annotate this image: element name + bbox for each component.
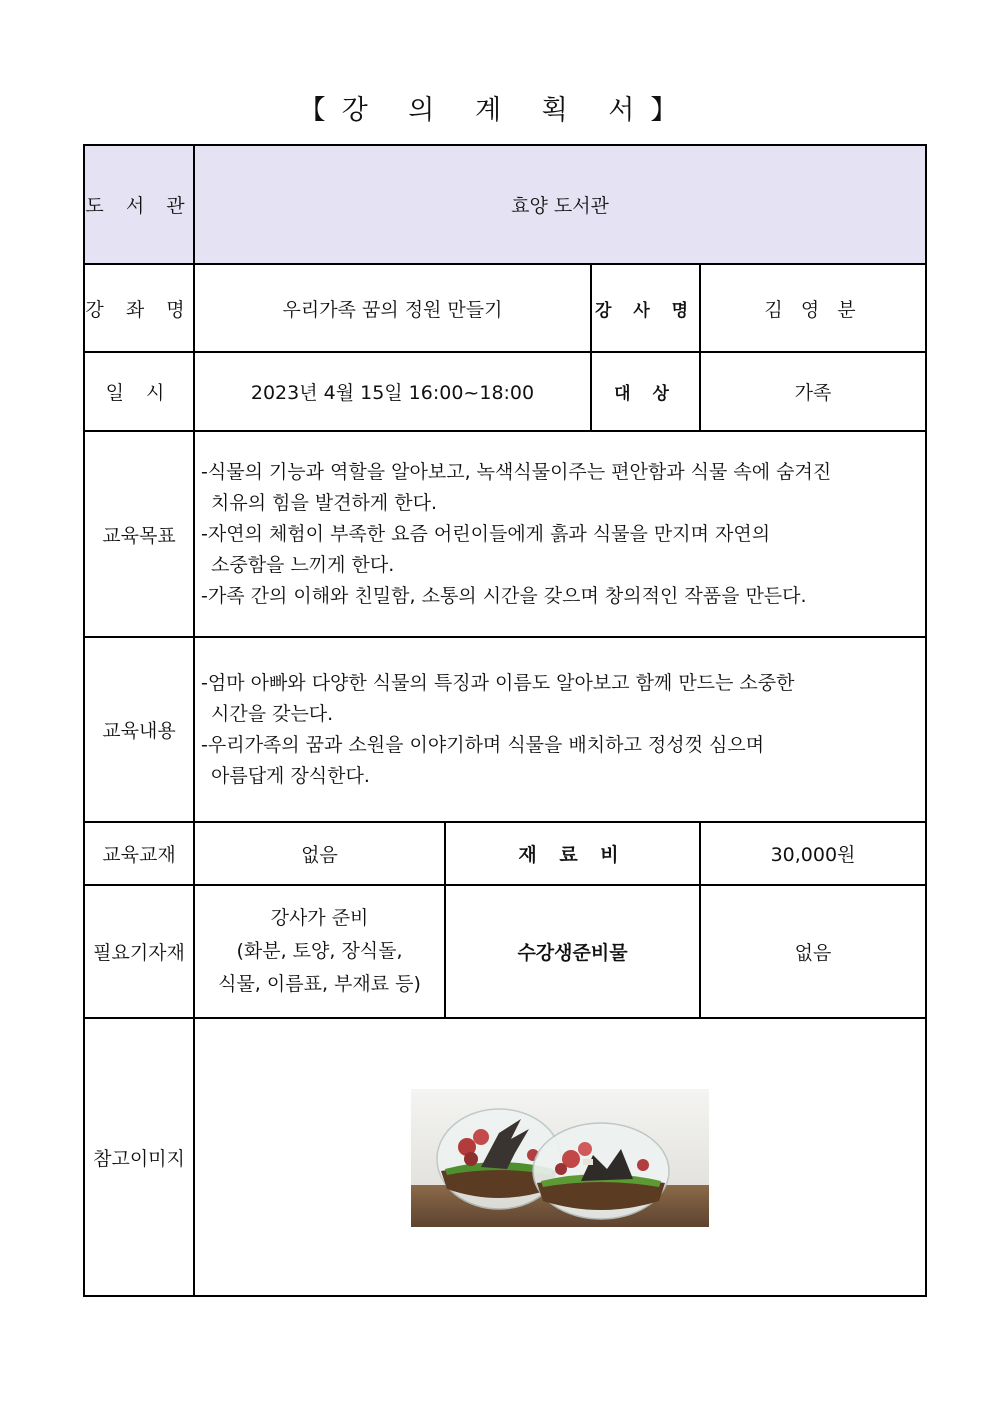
objectives-row — [84, 431, 926, 637]
schedule-label: 일 시 — [84, 352, 194, 431]
fee-value: 30,000원 — [700, 822, 926, 885]
objectives-line: -자연의 체험이 부족한 요즘 어린이들에게 흙과 식물을 만지며 자연의 — [201, 522, 771, 545]
reference-row — [84, 1018, 926, 1296]
objectives-line: 소중함을 느끼게 한다. — [211, 553, 395, 576]
library-value: 효양 도서관 — [194, 145, 926, 264]
equipment-line: 강사가 준비 — [270, 907, 369, 929]
content-line: 아름답게 장식한다. — [211, 764, 370, 787]
instructor-label: 강 사 명 — [591, 264, 700, 352]
library-label: 도 서 관 — [84, 145, 194, 264]
materials-label: 교육교재 — [84, 822, 194, 885]
terrarium-photo-icon — [411, 1089, 709, 1227]
equipment-row — [84, 885, 926, 1018]
content-label: 교육내용 — [84, 637, 194, 822]
course-value: 우리가족 꿈의 정원 만들기 — [194, 264, 591, 352]
materials-row — [84, 822, 926, 885]
course-label: 강 좌 명 — [84, 264, 194, 352]
target-value: 가족 — [700, 352, 926, 431]
target-label: 대 상 — [591, 352, 700, 431]
lecture-plan-table — [83, 144, 927, 1297]
student-supplies-value: 없음 — [700, 885, 926, 1018]
reference-label: 참고이미지 — [84, 1018, 194, 1296]
equipment-line: 식물, 이름표, 부재료 등) — [218, 973, 421, 995]
content-line: -엄마 아빠와 다양한 식물의 특징과 이름도 알아보고 함께 만드는 소중한 — [201, 671, 795, 694]
equipment-value — [194, 885, 445, 1018]
library-row — [84, 145, 926, 264]
reference-image-cell — [194, 1018, 926, 1296]
content-row — [84, 637, 926, 822]
schedule-row — [84, 352, 926, 431]
objectives-line: 치유의 힘을 발견하게 한다. — [211, 491, 438, 514]
content-line: 시간을 갖는다. — [211, 702, 334, 725]
instructor-value: 김 영 분 — [700, 264, 926, 352]
page-title: 【강 의 계 획 서】 — [298, 95, 694, 126]
objectives-label: 교육목표 — [84, 431, 194, 637]
equipment-line: (화분, 토양, 장식돌, — [236, 940, 403, 962]
course-row — [84, 264, 926, 352]
student-supplies-label: 수강생준비물 — [445, 885, 700, 1018]
objectives-line: -가족 간의 이해와 친밀함, 소통의 시간을 갖으며 창의적인 작품을 만든다. — [201, 584, 807, 607]
fee-label: 재 료 비 — [445, 822, 700, 885]
content-line: -우리가족의 꿈과 소원을 이야기하며 식물을 배치하고 정성껏 심으며 — [201, 733, 765, 756]
materials-value: 없음 — [194, 822, 445, 885]
schedule-value: 2023년 4월 15일 16:00~18:00 — [194, 352, 591, 431]
content-text — [194, 637, 926, 822]
objectives-text — [194, 431, 926, 637]
equipment-label: 필요기자재 — [84, 885, 194, 1018]
objectives-line: -식물의 기능과 역할을 알아보고, 녹색식물이주는 편안함과 식물 속에 숨겨진 — [201, 460, 832, 483]
